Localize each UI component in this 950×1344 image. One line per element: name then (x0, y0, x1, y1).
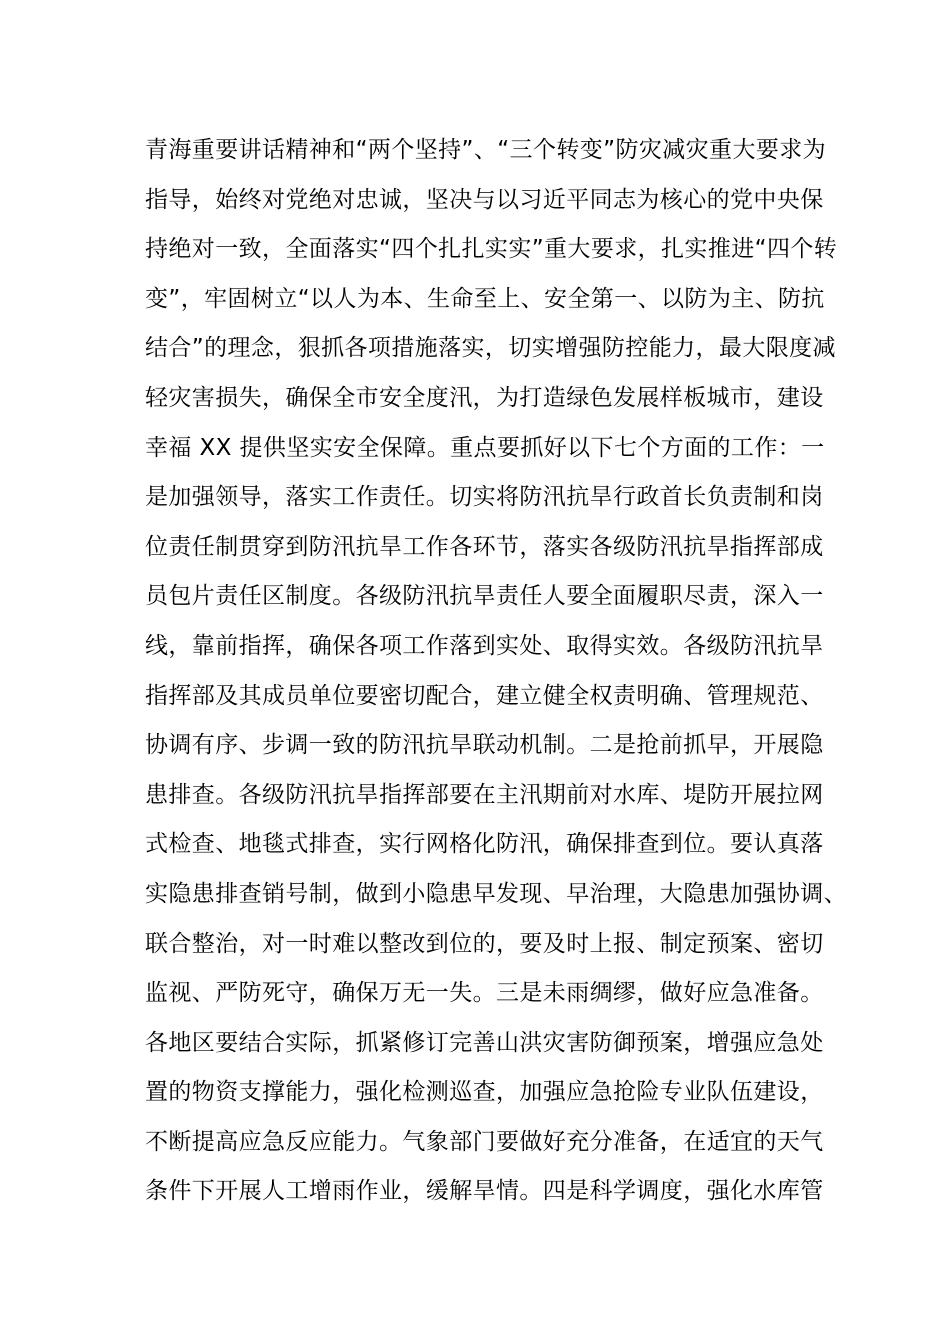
text-line: 持绝对一致，全面落实“四个扎扎实实”重大要求，扎实推进“四个转 (145, 236, 838, 263)
text-line: 变”，牢固树立“以人为本、生命至上、安全第一、以防为主、防抗 (145, 285, 825, 312)
text-line: 置的物资支撑能力，强化检测巡查，加强应急抢险专业队伍建设， (145, 1079, 824, 1106)
text-line: 幸福 XX 提供坚实安全保障。重点要抓好以下七个方面的工作：一 (145, 434, 825, 461)
text-line: 式检查、地毯式排查，实行网格化防汛，确保排查到位。要认真落 (145, 831, 824, 858)
text-line: 青海重要讲话精神和“两个坚持”、“三个转变”防灾减灾重大要求为 (145, 137, 827, 163)
text-line: 指导，始终对党绝对忠诚，坚决与以习近平同志为核心的党中央保 (145, 186, 824, 213)
body-text (145, 126, 847, 1217)
text-line: 位责任制贯穿到防汛抗旱工作各环节，落实各级防汛抗旱指挥部成 (145, 533, 824, 560)
text-line: 患排查。各级防汛抗旱指挥部要在主汛期前对水库、堤防开展拉网 (145, 781, 824, 808)
text-line: 条件下开展人工增雨作业，缓解旱情。四是科学调度，强化水库管 (145, 1178, 824, 1205)
text-line: 不断提高应急反应能力。气象部门要做好充分准备，在适宜的天气 (145, 1128, 824, 1155)
text-line: 指挥部及其成员单位要密切配合，建立健全权责明确、管理规范、 (145, 682, 824, 709)
text-line: 联合整治，对一时难以整改到位的，要及时上报、制定预案、密切 (145, 930, 824, 957)
text-line: 轻灾害损失，确保全市安全度汛，为打造绿色发展样板城市，建设 (145, 384, 824, 411)
text-line: 协调有序、步调一致的防汛抗旱联动机制。二是抢前抓早，开展隐 (145, 732, 824, 759)
text-line: 监视、严防死守，确保万无一失。三是未雨绸缪，做好应急准备。 (145, 980, 824, 1007)
text-line: 员包片责任区制度。各级防汛抗旱责任人要全面履职尽责，深入一 (145, 583, 824, 610)
text-line: 实隐患排查销号制，做到小隐患早发现、早治理，大隐患加强协调、 (145, 880, 847, 907)
text-line: 线，靠前指挥，确保各项工作落到实处、取得实效。各级防汛抗旱 (145, 632, 824, 659)
text-line: 是加强领导，落实工作责任。切实将防汛抗旱行政首长负责制和岗 (145, 484, 824, 511)
text-line: 各地区要结合实际，抓紧修订完善山洪灾害防御预案，增强应急处 (145, 1029, 824, 1056)
text-line: 结合”的理念，狠抓各项措施落实，切实增强防控能力，最大限度减 (145, 335, 836, 362)
